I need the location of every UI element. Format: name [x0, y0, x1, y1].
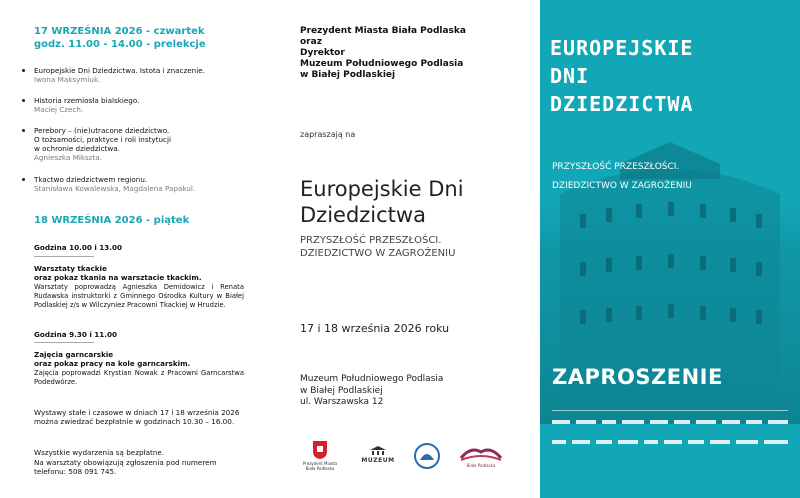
address-line-2: w Białej Podlaskiej: [300, 385, 383, 396]
sponsor-logo: [674, 420, 690, 424]
sponsor-logo: [576, 420, 596, 424]
workshop-1-time: Godzina 10.00 i 13.00: [34, 243, 123, 252]
city-brand-icon: [459, 444, 503, 462]
cover-subtitle: [552, 158, 692, 196]
cover-title-line-1: EUROPEJSKIE: [550, 36, 694, 60]
invitation-heading: ZAPROSZENIE: [552, 365, 723, 389]
host-line-2: oraz: [300, 37, 322, 47]
event-subtitle: [300, 234, 455, 260]
cover-title: [550, 34, 693, 118]
lecture-1-title: Europejskie Dni Dziedzictwa. Istota i znaczenie.: [34, 66, 205, 75]
sponsor-logos: [552, 408, 792, 458]
info-registration: Na warsztaty obowiązują zgłoszenia pod numerem telefonu: 508 091 745.: [34, 458, 217, 476]
divider: [34, 256, 94, 257]
address-line-3: ul. Warszawska 12: [300, 397, 384, 407]
lecture-2-author: Maciej Czech.: [34, 105, 84, 114]
address-line-1: Muzeum Południowego Podlasia: [300, 374, 444, 384]
sponsor-logo: [710, 440, 730, 444]
workshop-1-title: Warsztaty tkackie: [34, 264, 107, 273]
workshop-2-time: Godzina 9.30 i 11.00: [34, 330, 118, 339]
event-title-line-1: Europejskie Dni: [300, 177, 464, 201]
sponsor-logo: [650, 420, 668, 424]
address: [300, 374, 443, 409]
emblem-icon: [413, 442, 441, 472]
sponsor-logo: [746, 420, 762, 424]
bullet: [22, 178, 25, 181]
cover-title-line-2: DNI: [550, 64, 590, 88]
lecture-1-author: Iwona Maksymiuk.: [34, 75, 101, 84]
bullet: [22, 129, 25, 132]
lecture-3-title-3: w ochronie dziedzictwa.: [34, 144, 120, 153]
workshop-2-subtitle: oraz pokaz pracy na kole garncarskim.: [34, 359, 191, 368]
sponsor-logo: [552, 420, 570, 424]
sponsor-logo: [618, 440, 638, 444]
cover-subtitle-line-1: PRZYSZŁOŚĆ PRZESZŁOŚCI.: [552, 162, 680, 172]
sponsor-logo: [552, 440, 566, 444]
sponsor-logo: [736, 440, 758, 444]
lecture-2-title: Historia rzemiosła bialskiego.: [34, 96, 140, 105]
day1-header: 17 WRZEŚNIA 2026 - czwartek: [34, 26, 205, 37]
info-free: Wszystkie wydarzenia są bezpłatne.: [34, 448, 165, 457]
city-logo: Prezydent Miasta Biała Podlaska: [300, 440, 340, 471]
invite-text: zapraszają na: [300, 130, 356, 139]
event-title: [300, 176, 520, 228]
program-column: [0, 0, 262, 498]
museum-icon: [370, 446, 386, 456]
sponsor-logo: [602, 420, 616, 424]
lecture-4-author: Stanisława Kowalewska, Magdalena Papakul.: [34, 184, 196, 193]
workshop-2-desc: Zajęcia poprowadzi Krystian Nowak z Pracowni Garncarstwa Podedwórze.: [34, 369, 244, 386]
cover-subtitle-line-2: DZIEDZICTWO W ZAGROŻENIU: [552, 181, 692, 191]
event-subtitle-line-1: PRZYSZŁOŚĆ PRZESZŁOŚCI.: [300, 235, 442, 246]
host-line-4: Muzeum Południowego Podlasia: [300, 59, 464, 69]
event-title-line-2: Dziedzictwa: [300, 203, 426, 227]
coat-of-arms-icon: [312, 440, 328, 460]
lecture-3-title: Perebory – (nie)utracone dziedzictwo.: [34, 126, 170, 135]
city-brand-logo: Biała Podlaska: [456, 444, 506, 468]
event-subtitle-line-2: DZIEDZICTWO W ZAGROŻENIU: [300, 248, 456, 259]
workshop-1-subtitle: oraz pokaz tkania na warsztacie tkackim.: [34, 273, 202, 282]
sponsor-logo: [722, 420, 740, 424]
divider: [34, 342, 94, 343]
day2-header: 18 WRZEŚNIA 2026 - piątek: [34, 215, 190, 226]
invitation-column: [270, 0, 532, 498]
cover-panel: [540, 0, 800, 498]
lecture-4-title: Tkactwo dziedzictwem regionu.: [34, 175, 148, 184]
sponsor-logo: [622, 420, 644, 424]
day1-time: godz. 11.00 - 14.00 - prelekcje: [34, 39, 206, 50]
bullet: [22, 69, 25, 72]
sponsor-logo: [644, 440, 658, 444]
sponsor-logo: [768, 420, 788, 424]
cover-title-line-3: DZIEDZICTWA: [550, 92, 694, 116]
host-line-5: w Białej Podlaskiej: [300, 70, 396, 80]
workshop-2-title: Zajęcia garncarskie: [34, 350, 114, 359]
sponsor-logo: [696, 420, 716, 424]
lecture-3-author: Agnieszka Mikszta.: [34, 153, 103, 162]
workshop-1-desc: Warsztaty poprowadzą Agnieszka Demidowicz i Renata Rudawska instruktorki z Gminnego Ośrodka Kultury w Białej Podlaskiej z/s w Wilczyniez Pracowni Tkackiej w Hrudzie.: [34, 283, 244, 309]
sponsor-logo: [596, 440, 612, 444]
sponsor-logo: [664, 440, 682, 444]
lecture-3-title-2: O tożsamości, praktyce i roli instytucji: [34, 135, 171, 144]
sponsor-logo: [688, 440, 704, 444]
host-line-1: Prezydent Miasta Biała Podlaska: [300, 26, 466, 36]
host-line-3: Dyrektor: [300, 48, 345, 58]
info-exhibitions: Wystawy stałe i czasowe w dniach 17 i 18 września 2026 można zwiedzać bezpłatnie w godzinach 10.30 – 16.00.: [34, 408, 240, 426]
sponsor-logo: [572, 440, 590, 444]
divider: [552, 410, 788, 411]
sponsor-logo: [764, 440, 788, 444]
bullet: [22, 99, 25, 102]
partner-logos: [300, 440, 525, 485]
event-date: 17 i 18 września 2026 roku: [300, 322, 450, 335]
round-logo: [412, 442, 442, 473]
museum-logo: MUZEUM: [358, 446, 398, 464]
